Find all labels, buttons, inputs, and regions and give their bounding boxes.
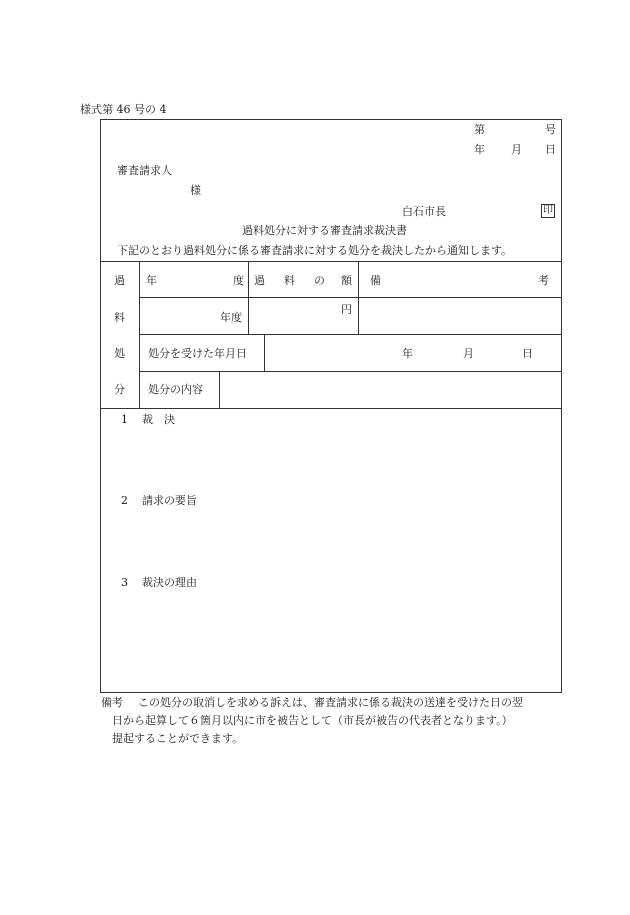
date-received-label: 処分を受けた年月日 [148,347,247,360]
issuer-name: 白石市長 [402,205,446,218]
applicant-label: 審査請求人 [117,164,172,177]
document-title: 過料処分に対する審査請求裁決書 [242,224,407,237]
date-received-year: 年 [402,347,413,360]
side-label-char: 処 [114,347,125,360]
col-divider [219,371,220,408]
intro-text: 下記のとおり過料処分に係る審査請求に対する処分を裁決したから通知します。 [117,244,513,257]
date-received-month: 月 [463,347,474,360]
section-title-ruling: 裁 決 [142,413,175,426]
doc-number-prefix: 第 [474,123,485,136]
table-row-divider [139,334,562,335]
form-frame [100,119,562,693]
col-amount-header: 過 [254,274,265,287]
form-number: 様式第 46 号の 4 [80,103,167,116]
section-number: 2 [121,494,128,507]
honorific: 様 [190,184,201,197]
content-label: 処分の内容 [148,383,203,396]
side-label-char: 料 [114,311,125,324]
remarks-line: この処分の取消しを求める訴えは、審査請求に係る裁決の送達を受けた日の翌 [138,696,523,709]
section-title-claim: 請求の要旨 [142,494,197,507]
col-divider [358,261,359,334]
date-day-label: 日 [545,143,556,156]
col-divider [264,334,265,371]
section-title-reasons: 裁決の理由 [142,576,197,589]
col-amount-header: 料 [284,274,295,287]
col-year-header: 度 [233,274,244,287]
year-unit: 年度 [220,311,242,324]
col-amount-header: の [314,274,325,287]
section-number: 1 [121,413,128,426]
doc-number-suffix: 号 [545,123,556,136]
table-top-border [100,261,562,262]
remarks-line: 日から起算して６箇月以内に市を被告として（市長が被告の代表者となります。） [112,714,513,727]
side-label-char: 過 [114,274,125,287]
date-year-label: 年 [474,143,485,156]
col-divider [248,261,249,334]
side-label-char: 分 [114,383,125,396]
date-month-label: 月 [511,143,522,156]
table-bottom-border [100,408,562,409]
remarks-label: 備考 [101,696,123,709]
yen-unit: 円 [341,303,352,316]
seal-mark: 印 [543,205,553,216]
col-remarks-header: 考 [538,274,549,287]
table-row-divider [139,297,562,298]
col-year-header: 年 [146,274,157,287]
side-label-divider [139,261,140,408]
table-row-divider [139,371,562,372]
col-amount-header: 額 [341,274,352,287]
date-received-day: 日 [522,347,533,360]
col-remarks-header: 備 [370,274,381,287]
remarks-line: 提起することができます。 [112,732,244,745]
section-number: 3 [121,576,128,589]
